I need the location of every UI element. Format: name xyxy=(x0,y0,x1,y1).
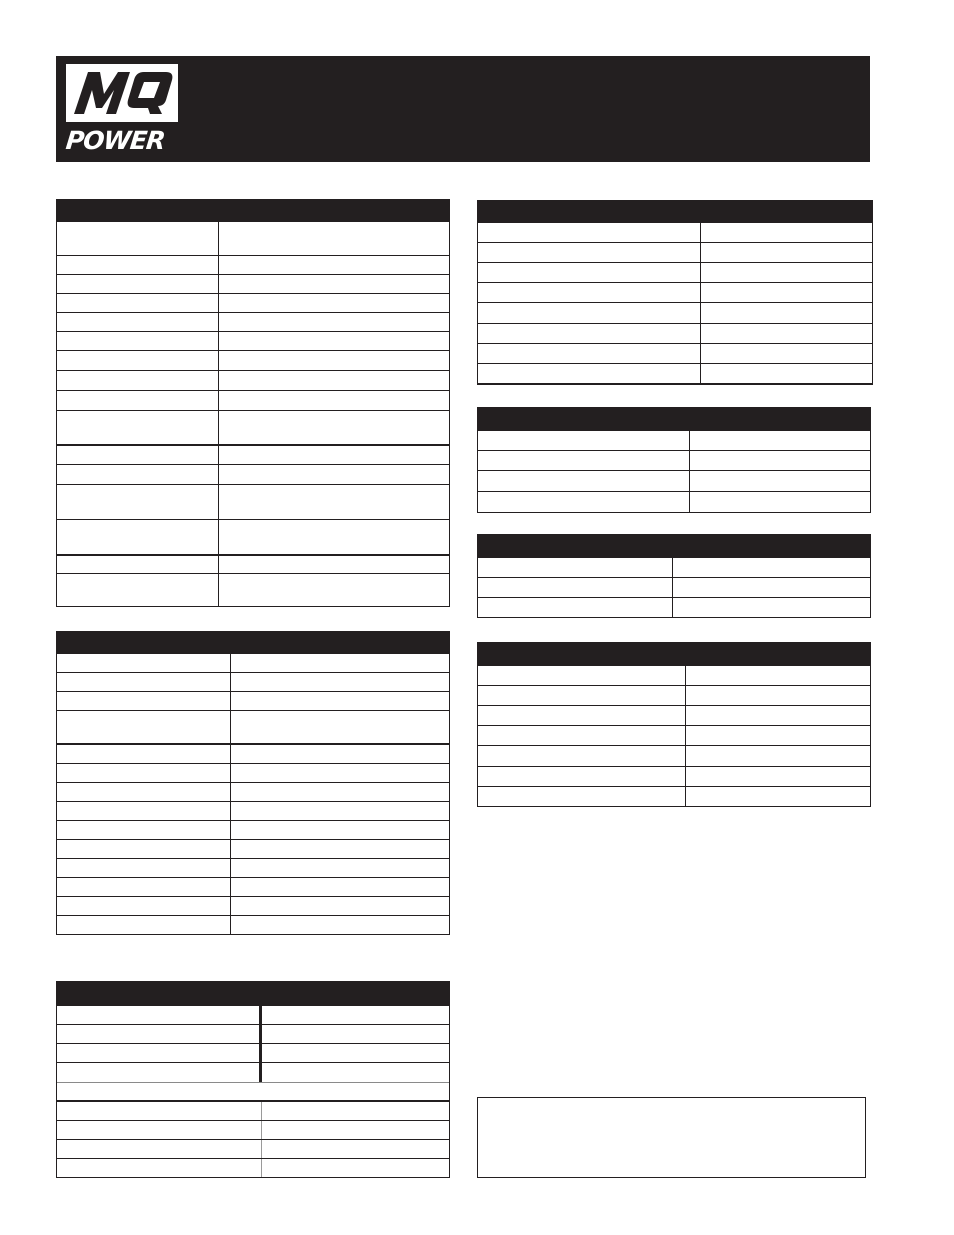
table-row xyxy=(478,451,870,471)
spec-table-left-1 xyxy=(56,199,450,607)
spec-table-left-3 xyxy=(56,981,450,1178)
table-row xyxy=(57,294,449,313)
table-row xyxy=(57,520,449,556)
table-row xyxy=(57,711,449,745)
table-header xyxy=(478,642,870,666)
table-row xyxy=(478,431,870,451)
table-header xyxy=(478,407,870,431)
table-row xyxy=(57,411,449,446)
table-row xyxy=(57,878,449,897)
spec-table-right-2 xyxy=(477,407,871,513)
table-row xyxy=(478,303,872,324)
table-header xyxy=(478,200,872,223)
table-row xyxy=(57,802,449,821)
table-row xyxy=(57,821,449,840)
table-row xyxy=(57,465,449,485)
table-row xyxy=(57,332,449,351)
spec-table-right-3 xyxy=(477,534,871,618)
table-row xyxy=(478,726,870,746)
table-row xyxy=(478,324,872,344)
table-row xyxy=(57,1025,449,1044)
table-row xyxy=(57,654,449,673)
table-row xyxy=(57,371,449,391)
logo-wordmark: POWER xyxy=(64,126,167,155)
table-row xyxy=(478,558,870,578)
table-row xyxy=(478,263,872,283)
table-row xyxy=(57,1102,449,1121)
table-row xyxy=(57,485,449,520)
table-row xyxy=(57,556,449,574)
table-row xyxy=(57,897,449,916)
table-row xyxy=(57,1006,449,1025)
table-row xyxy=(478,364,872,385)
table-row xyxy=(57,391,449,411)
table-row xyxy=(57,764,449,783)
mq-power-logo xyxy=(66,64,178,156)
table-row xyxy=(478,746,870,767)
table-row xyxy=(478,578,870,598)
table-row xyxy=(57,222,449,256)
table-row xyxy=(478,283,872,303)
spec-table-left-2 xyxy=(56,631,450,935)
table-row xyxy=(57,783,449,802)
table-row xyxy=(57,1121,449,1140)
table-row xyxy=(478,344,872,364)
table-header xyxy=(57,631,449,654)
table-row xyxy=(57,916,449,935)
table-row xyxy=(57,1140,449,1159)
table-row xyxy=(57,1063,449,1083)
table-row xyxy=(478,492,870,513)
table-row xyxy=(57,275,449,294)
table-row xyxy=(478,666,870,686)
spec-table-right-1 xyxy=(477,200,873,385)
table-row xyxy=(57,1044,449,1063)
table-row xyxy=(57,574,449,607)
table-row xyxy=(57,1159,449,1178)
spec-table-right-4 xyxy=(477,642,871,807)
table-header xyxy=(57,199,449,222)
table-row xyxy=(57,1083,449,1102)
header-banner xyxy=(56,56,870,162)
table-header xyxy=(57,981,449,1006)
table-row xyxy=(478,598,870,618)
table-row xyxy=(478,767,870,787)
table-row xyxy=(478,243,872,263)
table-row xyxy=(57,673,449,692)
table-row xyxy=(57,256,449,275)
table-row xyxy=(478,787,870,807)
table-row xyxy=(57,745,449,764)
table-row xyxy=(57,692,449,711)
table-row xyxy=(57,313,449,332)
table-row xyxy=(478,223,872,243)
table-row xyxy=(57,840,449,859)
mq-logo-icon xyxy=(66,64,178,122)
table-row xyxy=(478,686,870,706)
table-row xyxy=(478,706,870,726)
table-row xyxy=(478,471,870,492)
table-header xyxy=(478,534,870,558)
table-row xyxy=(57,351,449,371)
table-row xyxy=(57,446,449,465)
note-box xyxy=(477,1097,866,1178)
table-row xyxy=(57,859,449,878)
